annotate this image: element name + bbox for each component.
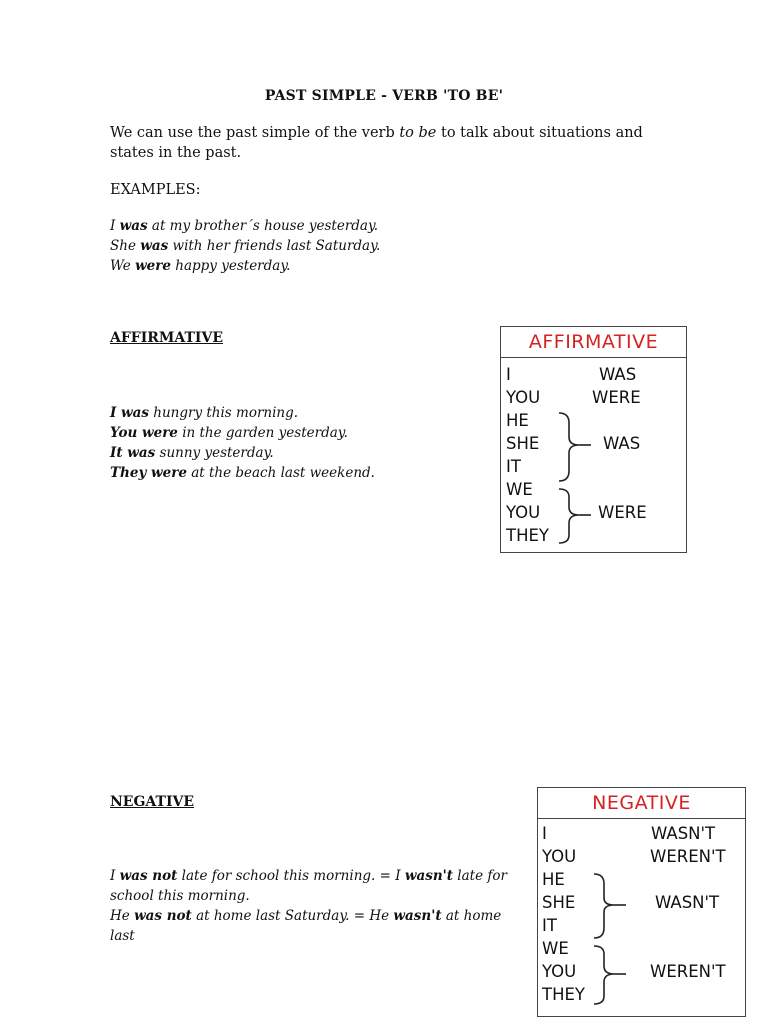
- intro-text-2: to talk about situations and states in the past.: [110, 125, 643, 161]
- example-verb: were: [135, 258, 171, 274]
- example-subject: She: [110, 238, 141, 254]
- pronoun-label: SHE: [542, 893, 576, 912]
- affirmative-sentence: [110, 403, 375, 423]
- examples-label: EXAMPLES:: [110, 182, 201, 198]
- negative-sentences: [110, 866, 520, 946]
- affirmative-table: [500, 326, 687, 553]
- affirmative-sentences: [110, 403, 375, 483]
- pronoun-label: I: [542, 824, 547, 843]
- pronoun-label: I: [506, 365, 511, 384]
- neg-short-form: wasn't: [393, 908, 442, 924]
- pronoun-label: WE: [506, 480, 533, 499]
- example-line: [110, 216, 380, 236]
- intro-text-1: We can use the past simple of the verb: [110, 125, 400, 141]
- page-title: PAST SIMPLE - VERB 'TO BE': [264, 88, 504, 104]
- sentence-rest: in the garden yesterday.: [177, 425, 348, 441]
- intro-italic: to be: [399, 125, 437, 141]
- verb-form: WEREN'T: [650, 962, 726, 981]
- sentence-rest: hungry this morning.: [148, 405, 299, 421]
- sentence-rest: at the beach last weekend.: [186, 465, 375, 481]
- pronoun-label: YOU: [506, 503, 541, 522]
- affirmative-table-header: AFFIRMATIVE: [501, 327, 686, 358]
- sentence-lead: I was: [110, 405, 149, 421]
- affirmative-sentence: [110, 443, 375, 463]
- pronoun-label: YOU: [542, 847, 577, 866]
- neg-text: at home last: [110, 908, 502, 944]
- verb-form: WASN'T: [651, 824, 716, 843]
- pronoun-label: YOU: [506, 388, 541, 407]
- verb-form: WEREN'T: [650, 847, 726, 866]
- verb-form: WASN'T: [655, 893, 720, 912]
- brace-icon: [553, 411, 593, 483]
- brace-icon: [588, 944, 628, 1006]
- sentence-lead: It was: [110, 445, 156, 461]
- negative-heading: NEGATIVE: [110, 794, 195, 810]
- intro-paragraph: [110, 123, 670, 163]
- example-line: [110, 256, 380, 276]
- pronoun-label: HE: [542, 870, 565, 889]
- affirmative-sentence: [110, 423, 375, 443]
- example-rest: with her friends last Saturday.: [168, 238, 381, 254]
- neg-subject: I: [110, 868, 120, 884]
- pronoun-label: THEY: [542, 985, 585, 1004]
- verb-form: WAS: [603, 434, 641, 453]
- neg-short-form: wasn't: [404, 868, 453, 884]
- neg-full-form: was not: [119, 868, 178, 884]
- examples-list: [110, 216, 380, 276]
- pronoun-label: SHE: [506, 434, 540, 453]
- affirmative-heading: AFFIRMATIVE: [110, 330, 224, 346]
- verb-form: WERE: [598, 503, 647, 522]
- sentence-lead: You were: [110, 425, 178, 441]
- example-verb: was: [140, 238, 169, 254]
- example-verb: was: [119, 218, 148, 234]
- pronoun-label: WE: [542, 939, 569, 958]
- pronoun-label: YOU: [542, 962, 577, 981]
- sentence-rest: sunny yesterday.: [155, 445, 274, 461]
- neg-subject: He: [110, 908, 135, 924]
- example-rest: at my brother´s house yesterday.: [147, 218, 379, 234]
- example-subject: I: [110, 218, 120, 234]
- pronoun-label: IT: [542, 916, 557, 935]
- sentence-lead: They were: [110, 465, 187, 481]
- negative-table: [537, 787, 746, 1017]
- negative-sentence: [110, 866, 520, 906]
- neg-text: late for school this morning. = I: [177, 868, 405, 884]
- pronoun-label: THEY: [506, 526, 549, 545]
- pronoun-label: HE: [506, 411, 529, 430]
- neg-text: at home last Saturday. = He: [191, 908, 394, 924]
- neg-text: late for school this morning.: [110, 868, 507, 904]
- example-line: [110, 236, 380, 256]
- verb-form: WAS: [599, 365, 637, 384]
- negative-sentence: [110, 906, 520, 946]
- verb-form: WERE: [592, 388, 641, 407]
- example-subject: We: [110, 258, 136, 274]
- brace-icon: [588, 872, 628, 940]
- example-rest: happy yesterday.: [170, 258, 291, 274]
- brace-icon: [553, 487, 593, 545]
- neg-full-form: was not: [134, 908, 192, 924]
- negative-table-header: NEGATIVE: [538, 788, 745, 819]
- pronoun-label: IT: [506, 457, 521, 476]
- affirmative-sentence: [110, 463, 375, 483]
